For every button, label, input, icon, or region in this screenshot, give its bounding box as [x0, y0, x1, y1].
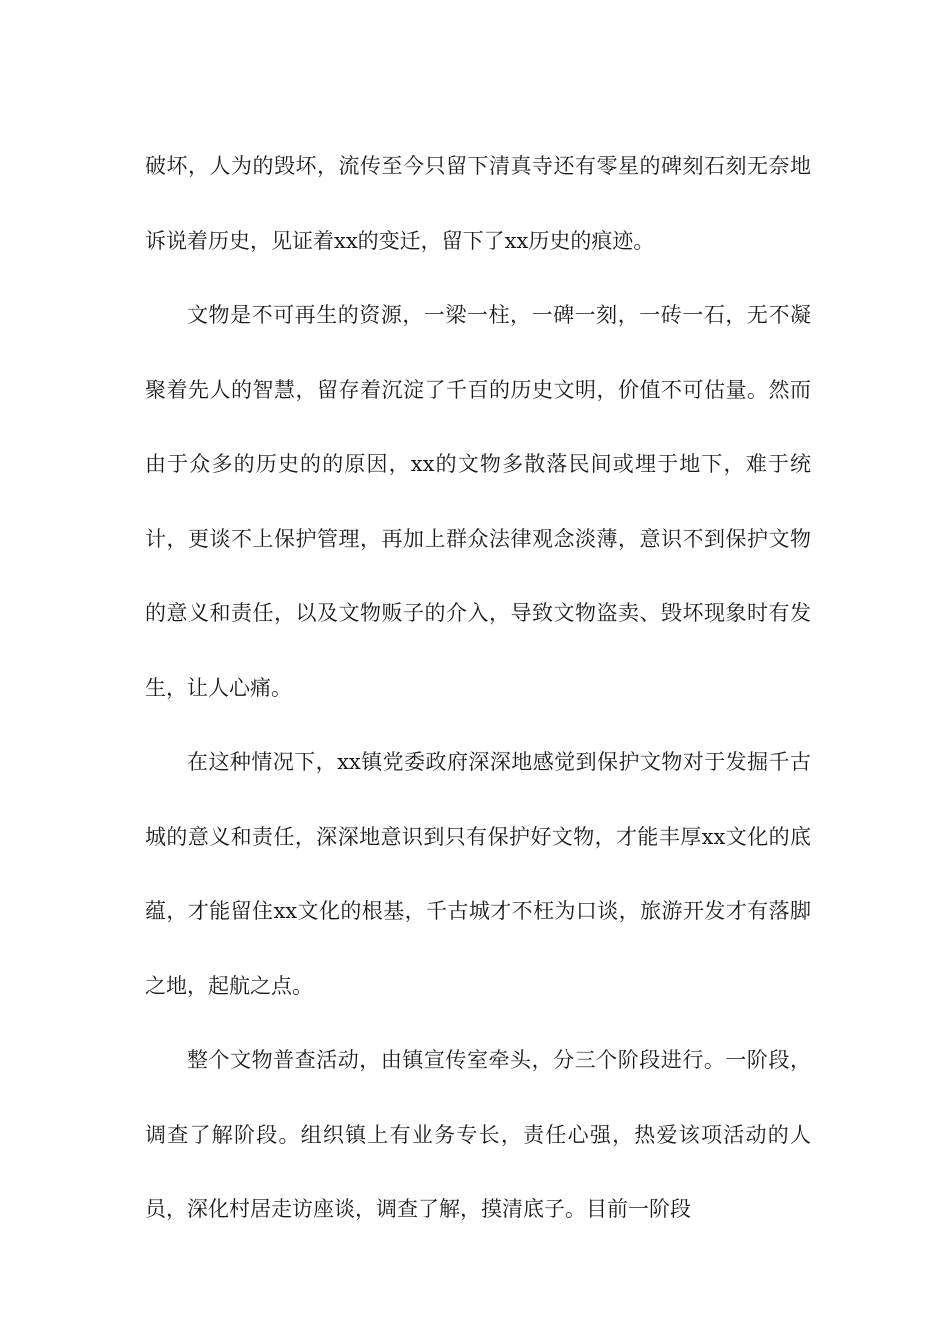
paragraph-1: 破坏，人为的毁坏，流传至今只留下清真寺还有零星的碑刻石刻无奈地诉说着历史，见证着xx的变迁，留下了xx历史的痕迹。	[145, 154, 811, 253]
paragraph-4: 整个文物普查活动，由镇宣传室牵头，分三个阶段进行。一阶段，调查了解阶段。组织镇上有业务专长，责任心强，热爱该项活动的人员，深化村居走访座谈，调查了解，摸清底子。目前一阶段	[145, 1048, 811, 1221]
paragraph-2: 文物是不可再生的资源，一梁一柱，一碑一刻，一砖一石，无不凝聚着先人的智慧，留存着沉淀了千百的历史文明，价值不可估量。然而由于众多的历史的的原因，xx的文物多散落民间或埋于地下，难于统计，更谈不上保护管理，再加上群众法律观念淡薄，意识不到保护文物的意义和责任，以及文物贩子的介入，导致文物盗卖、毁坏现象时有发生，让人心痛。	[145, 303, 811, 700]
paragraph-3: 在这种情况下，xx镇党委政府深深地感觉到保护文物对于发掘千古城的意义和责任，深深地意识到只有保护好文物，才能丰厚xx文化的底蕴，才能留住xx文化的根基，千古城才不枉为口谈，旅游开发才有落脚之地，起航之点。	[145, 750, 811, 998]
document-body	[145, 129, 811, 1247]
